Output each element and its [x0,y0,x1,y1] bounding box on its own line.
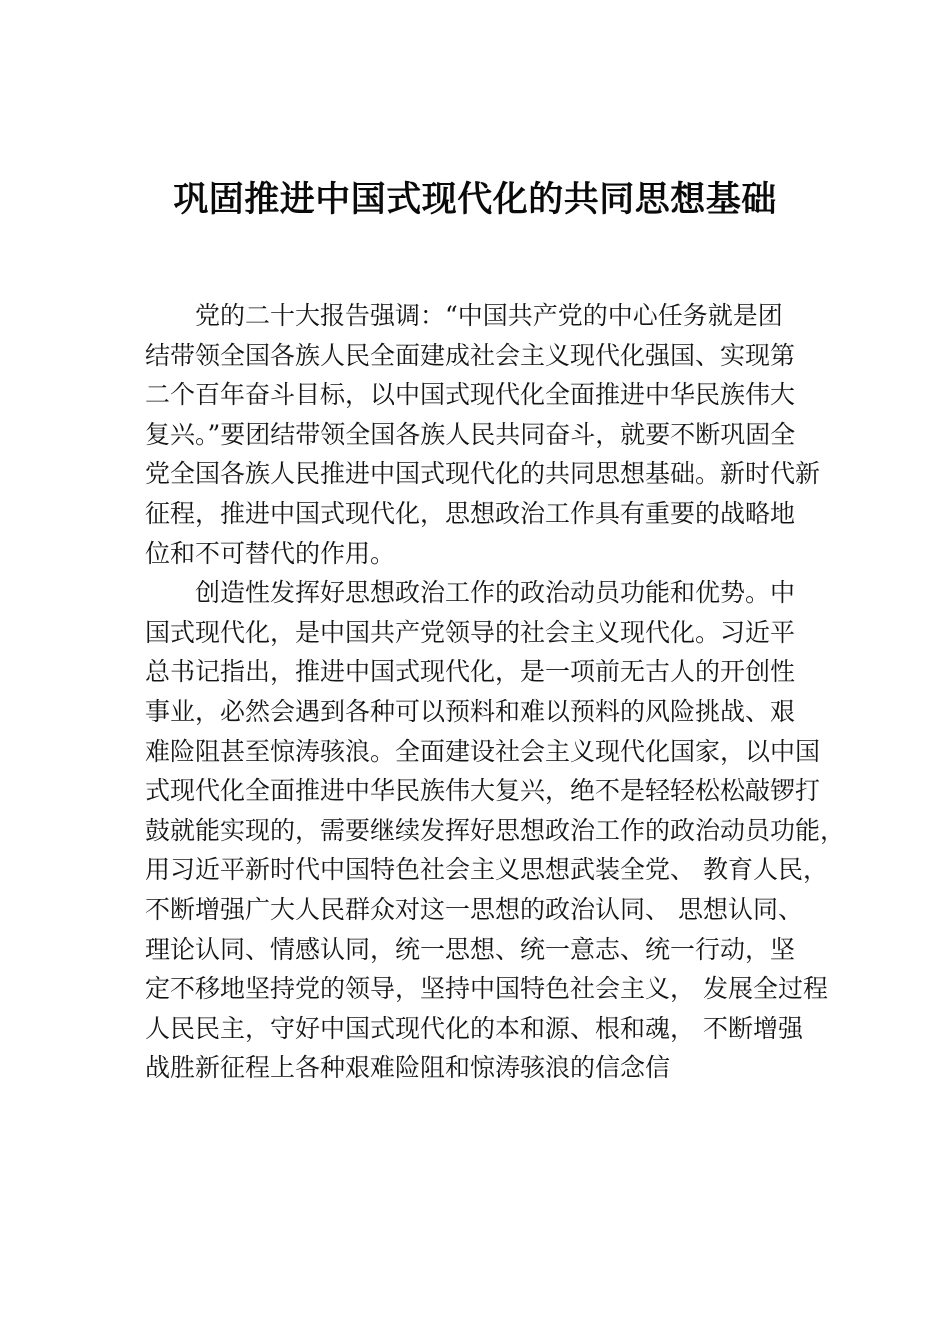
paragraph-line: 创造性发挥好思想政治工作的政治动员功能和优势。中 [195,578,796,608]
paragraph-line: 党的二十大报告强调：“中国共产党的中心任务就是团 [195,301,783,330]
paragraph-line: 难险阻甚至惊涛骇浪。全面建设社会主义现代化国家，以中国 [145,736,821,766]
paragraph-line: 用习近平新时代中国特色社会主义思想武装全党、 教育人民， [145,855,828,885]
paragraph-line: 复兴。”要团结带领全国各族人民共同奋斗，就要不断巩固全 [145,419,796,449]
paragraph-2 [145,573,846,1088]
paragraph-line: 位和不可替代的作用。 [145,538,396,568]
paragraph-line: 定不移地坚持党的领导，坚持中国特色社会主义， 发展全过程 [145,974,828,1004]
paragraph-line: 战胜新征程上各种艰难险阻和惊涛骇浪的信念信 [145,1053,671,1083]
paragraph-line: 二个百年奋斗目标，以中国式现代化全面推进中华民族伟大 [145,380,796,410]
paragraph-line: 事业，必然会遇到各种可以预料和难以预料的风险挑战、艰 [145,696,796,726]
paragraph-line: 人民民主，守好中国式现代化的本和源、根和魂， 不断增强 [145,1013,803,1043]
paragraph-line: 国式现代化，是中国共产党领导的社会主义现代化。习近平 [145,617,796,647]
paragraph-line: 征程，推进中国式现代化，思想政治工作具有重要的战略地 [145,498,796,528]
paragraph-1 [145,296,825,573]
paragraph-line: 式现代化全面推进中华民族伟大复兴，绝不是轻轻松松敲锣打 [145,776,821,806]
paragraph-line: 不断增强广大人民群众对这一思想的政治认同、 思想认同、 [145,894,803,924]
paragraph-line: 鼓就能实现的，需要继续发挥好思想政治工作的政治动员功能， [145,815,846,845]
paragraph-line: 结带领全国各族人民全面建成社会主义现代化强国、实现第 [145,340,796,370]
paragraph-line: 党全国各族人民推进中国式现代化的共同思想基础。新时代新 [145,459,821,489]
document-body [145,296,846,1088]
paragraph-line: 总书记指出，推进中国式现代化，是一项前无古人的开创性 [145,657,796,687]
paragraph-line: 理论认同、情感认同，统一思想、统一意志、统一行动，坚 [145,934,796,964]
document-title: 巩固推进中国式现代化的共同思想基础 [173,180,777,220]
